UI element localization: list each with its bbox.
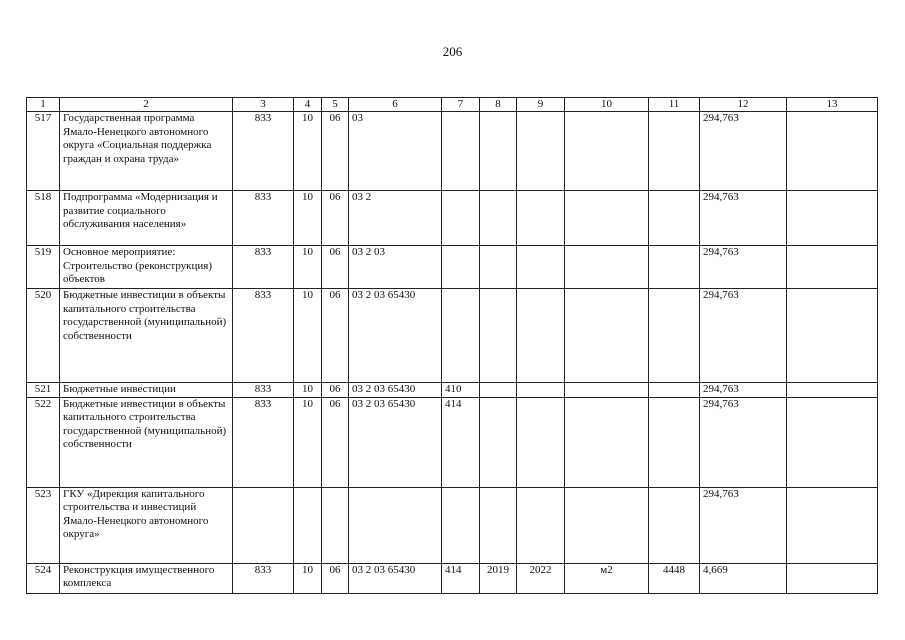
column-header-5: 5 <box>322 98 349 112</box>
col-3-value: 833 <box>233 191 294 246</box>
col-10-value <box>565 289 649 383</box>
column-header-11: 11 <box>649 98 700 112</box>
col-6-value: 03 <box>349 112 442 191</box>
col-10-value <box>565 112 649 191</box>
col-13-value <box>787 383 878 398</box>
col-10-value <box>565 487 649 563</box>
row-number: 520 <box>27 289 60 383</box>
col-4-value: 10 <box>294 563 322 593</box>
col-3-value: 833 <box>233 397 294 487</box>
col-4-value: 10 <box>294 289 322 383</box>
col-6-value <box>349 487 442 563</box>
col-8-value <box>480 383 517 398</box>
col-11-value <box>649 487 700 563</box>
col-11-value <box>649 397 700 487</box>
col-3-value: 833 <box>233 289 294 383</box>
col-4-value: 10 <box>294 397 322 487</box>
col-7-value <box>442 246 480 289</box>
col-9-value: 2022 <box>517 563 565 593</box>
col-13-value <box>787 191 878 246</box>
col-13-value <box>787 487 878 563</box>
col-12-value: 294,763 <box>700 397 787 487</box>
col-3-value <box>233 487 294 563</box>
col-12-value: 294,763 <box>700 246 787 289</box>
col-11-value <box>649 289 700 383</box>
row-number: 522 <box>27 397 60 487</box>
col-12-value: 294,763 <box>700 383 787 398</box>
column-header-1: 1 <box>27 98 60 112</box>
table-row <box>27 289 878 383</box>
col-11-value: 4448 <box>649 563 700 593</box>
col-8-value: 2019 <box>480 563 517 593</box>
col-13-value <box>787 289 878 383</box>
col-9-value <box>517 289 565 383</box>
col-4-value <box>294 487 322 563</box>
table-row <box>27 563 878 593</box>
row-number: 523 <box>27 487 60 563</box>
col-8-value <box>480 112 517 191</box>
col-12-value: 294,763 <box>700 289 787 383</box>
col-6-value: 03 2 03 65430 <box>349 289 442 383</box>
col-7-value: 410 <box>442 383 480 398</box>
col-6-value: 03 2 03 65430 <box>349 563 442 593</box>
column-header-2: 2 <box>60 98 233 112</box>
row-name: Реконструкция имущественного комплекса <box>60 563 233 593</box>
table-row <box>27 397 878 487</box>
col-11-value <box>649 191 700 246</box>
row-number: 521 <box>27 383 60 398</box>
col-9-value <box>517 487 565 563</box>
col-10-value: м2 <box>565 563 649 593</box>
column-header-6: 6 <box>349 98 442 112</box>
col-5-value: 06 <box>322 383 349 398</box>
column-header-13: 13 <box>787 98 878 112</box>
row-name: Подпрограмма «Модернизация и развитие социального обслуживания населения» <box>60 191 233 246</box>
col-13-value <box>787 397 878 487</box>
table-row <box>27 383 878 398</box>
column-header-12: 12 <box>700 98 787 112</box>
col-12-value: 294,763 <box>700 191 787 246</box>
col-7-value: 414 <box>442 397 480 487</box>
column-header-3: 3 <box>233 98 294 112</box>
col-7-value <box>442 191 480 246</box>
table-row <box>27 191 878 246</box>
row-name: ГКУ «Дирекция капитального строительства и инвестиций Ямало-Ненецкого автономного округа» <box>60 487 233 563</box>
col-11-value <box>649 383 700 398</box>
row-name: Бюджетные инвестиции в объекты капитального строительства государственной (муниципальной) собственности <box>60 289 233 383</box>
row-name: Бюджетные инвестиции <box>60 383 233 398</box>
col-7-value <box>442 112 480 191</box>
col-13-value <box>787 563 878 593</box>
col-12-value: 4,669 <box>700 563 787 593</box>
col-4-value: 10 <box>294 383 322 398</box>
col-5-value: 06 <box>322 112 349 191</box>
col-8-value <box>480 246 517 289</box>
table-row <box>27 487 878 563</box>
col-13-value <box>787 246 878 289</box>
column-header-4: 4 <box>294 98 322 112</box>
col-9-value <box>517 383 565 398</box>
col-10-value <box>565 191 649 246</box>
col-8-value <box>480 289 517 383</box>
col-11-value <box>649 246 700 289</box>
col-3-value: 833 <box>233 246 294 289</box>
column-header-8: 8 <box>480 98 517 112</box>
col-5-value <box>322 487 349 563</box>
col-4-value: 10 <box>294 246 322 289</box>
col-8-value <box>480 397 517 487</box>
col-9-value <box>517 191 565 246</box>
col-9-value <box>517 397 565 487</box>
row-name: Бюджетные инвестиции в объекты капитального строительства государственной (муниципальной) собственности <box>60 397 233 487</box>
col-5-value: 06 <box>322 246 349 289</box>
budget-table <box>26 97 878 594</box>
col-9-value <box>517 112 565 191</box>
page-number: 206 <box>442 44 463 59</box>
table-row <box>27 112 878 191</box>
col-13-value <box>787 112 878 191</box>
row-number: 518 <box>27 191 60 246</box>
col-4-value: 10 <box>294 191 322 246</box>
col-8-value <box>480 487 517 563</box>
col-4-value: 10 <box>294 112 322 191</box>
col-12-value: 294,763 <box>700 112 787 191</box>
column-header-9: 9 <box>517 98 565 112</box>
col-5-value: 06 <box>322 563 349 593</box>
col-7-value <box>442 289 480 383</box>
col-7-value: 414 <box>442 563 480 593</box>
column-header-10: 10 <box>565 98 649 112</box>
col-10-value <box>565 397 649 487</box>
col-3-value: 833 <box>233 383 294 398</box>
row-name: Государственная программа Ямало-Ненецкого автономного округа «Социальная поддержка граждан и охрана труда» <box>60 112 233 191</box>
col-3-value: 833 <box>233 112 294 191</box>
row-number: 517 <box>27 112 60 191</box>
row-number: 524 <box>27 563 60 593</box>
table-row <box>27 246 878 289</box>
col-9-value <box>517 246 565 289</box>
row-number: 519 <box>27 246 60 289</box>
col-6-value: 03 2 03 65430 <box>349 397 442 487</box>
row-name: Основное мероприятие: Строительство (реконструкция) объектов <box>60 246 233 289</box>
col-7-value <box>442 487 480 563</box>
col-10-value <box>565 246 649 289</box>
col-5-value: 06 <box>322 397 349 487</box>
col-5-value: 06 <box>322 289 349 383</box>
table-header-row <box>27 98 878 112</box>
col-6-value: 03 2 03 65430 <box>349 383 442 398</box>
col-5-value: 06 <box>322 191 349 246</box>
col-6-value: 03 2 <box>349 191 442 246</box>
col-11-value <box>649 112 700 191</box>
col-8-value <box>480 191 517 246</box>
col-10-value <box>565 383 649 398</box>
col-3-value: 833 <box>233 563 294 593</box>
col-12-value: 294,763 <box>700 487 787 563</box>
column-header-7: 7 <box>442 98 480 112</box>
col-6-value: 03 2 03 <box>349 246 442 289</box>
